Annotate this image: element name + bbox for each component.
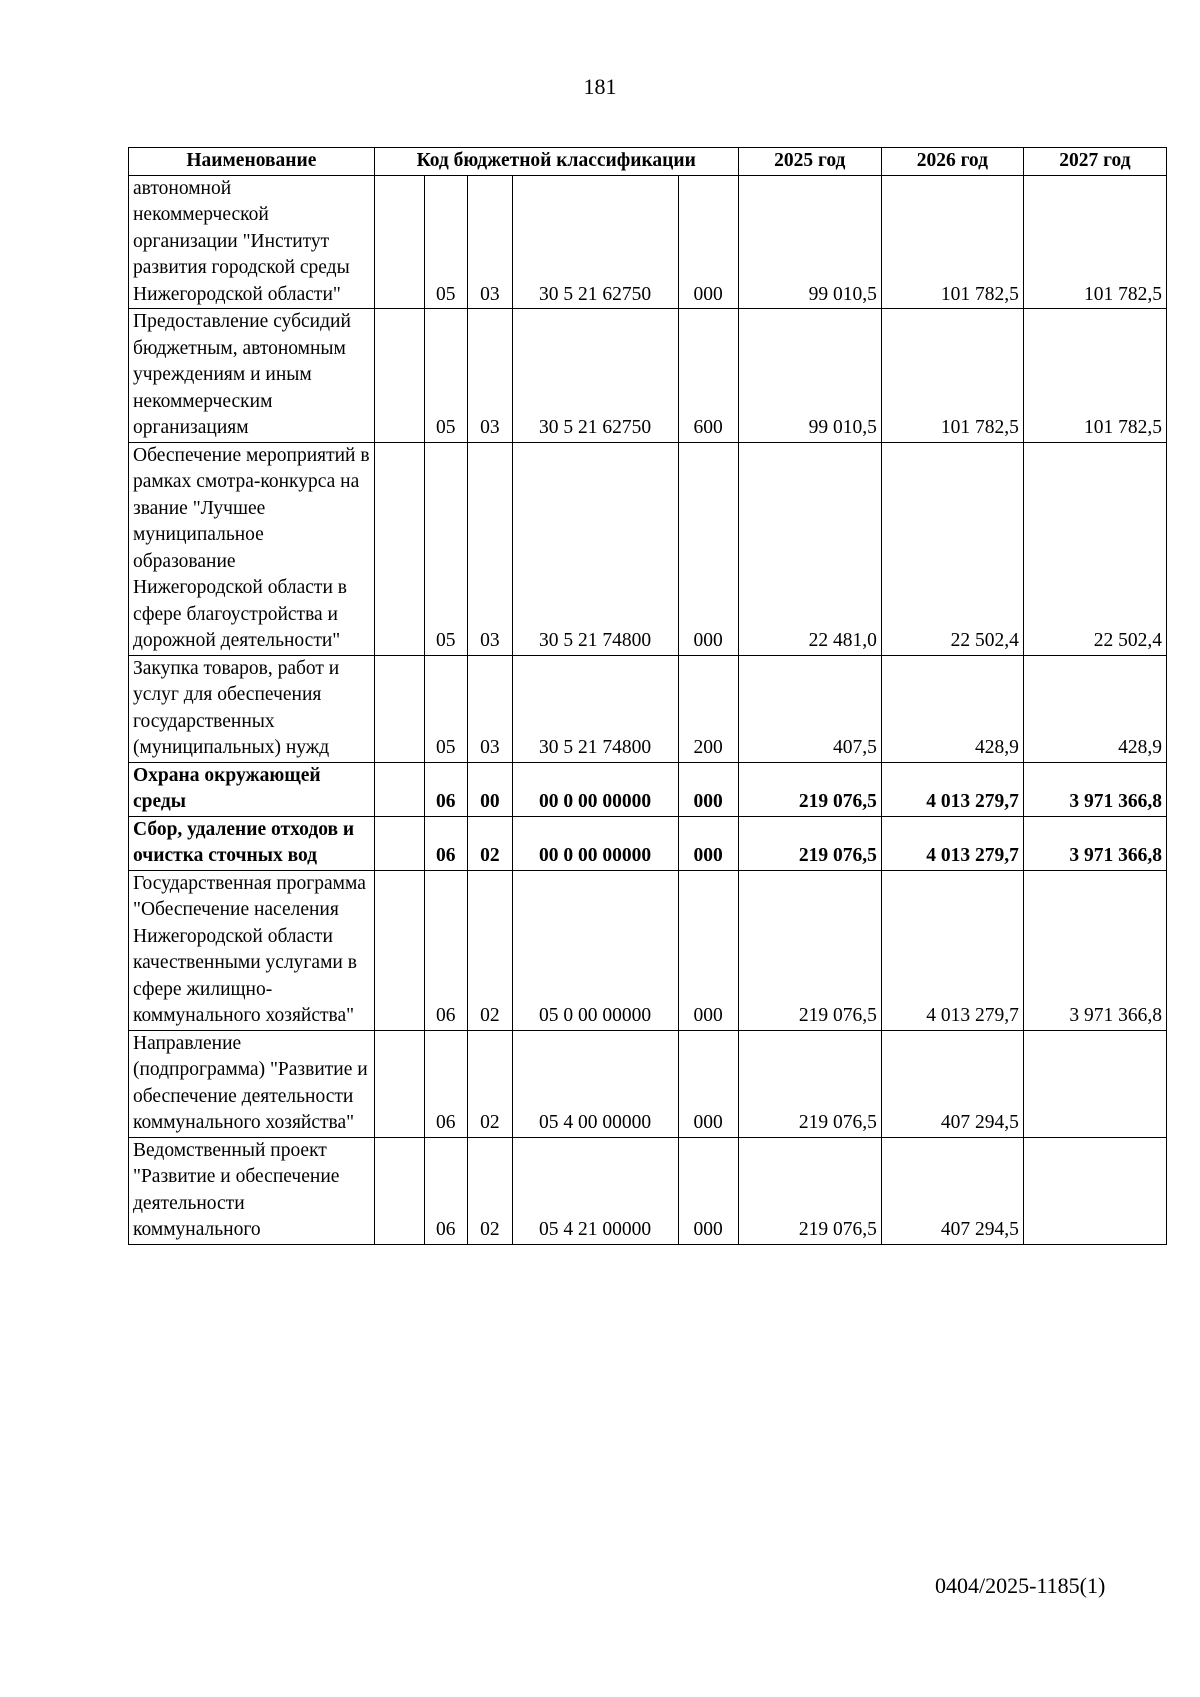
row-2026: 22 502,4	[881, 442, 1023, 655]
row-2027: 3 971 366,8	[1023, 816, 1166, 870]
header-2026: 2026 год	[881, 148, 1023, 176]
row-name: Предоставление субсидий бюджетным, автономным учреждениям и иным некоммерческим организациям	[129, 309, 375, 443]
table-row	[129, 175, 1167, 309]
row-subsection: 02	[468, 870, 513, 1030]
row-subsection: 03	[468, 442, 513, 655]
row-name: Охрана окружающей среды	[129, 762, 375, 816]
row-subsection: 03	[468, 655, 513, 762]
table-row	[129, 655, 1167, 762]
table-row	[129, 1137, 1167, 1244]
row-2026: 4 013 279,7	[881, 762, 1023, 816]
row-name: Сбор, удаление отходов и очистка сточных вод	[129, 816, 375, 870]
table-row	[129, 816, 1167, 870]
row-name: Государственная программа "Обеспечение населения Нижегородской области качественными услугами в сфере жилищно-коммунального хозяйства"	[129, 870, 375, 1030]
row-2027: 3 971 366,8	[1023, 762, 1166, 816]
row-code-blank	[374, 175, 424, 309]
header-2027: 2027 год	[1023, 148, 1166, 176]
row-2025: 22 481,0	[738, 442, 881, 655]
row-section: 05	[424, 309, 468, 443]
row-expense-type: 000	[678, 1030, 738, 1137]
document-code: 0404/2025-1185(1)	[935, 1573, 1106, 1598]
row-expense-type: 600	[678, 309, 738, 443]
row-2026: 407 294,5	[881, 1137, 1023, 1244]
row-expense-type: 000	[678, 762, 738, 816]
row-section: 06	[424, 816, 468, 870]
row-subsection: 03	[468, 175, 513, 309]
row-target-article: 30 5 21 74800	[512, 655, 678, 762]
row-2025: 219 076,5	[738, 816, 881, 870]
row-code-blank	[374, 655, 424, 762]
row-2025: 219 076,5	[738, 1030, 881, 1137]
header-name: Наименование	[129, 148, 375, 176]
row-section: 06	[424, 1137, 468, 1244]
row-code-blank	[374, 870, 424, 1030]
row-2025: 407,5	[738, 655, 881, 762]
row-expense-type: 000	[678, 816, 738, 870]
row-2025: 219 076,5	[738, 762, 881, 816]
row-code-blank	[374, 762, 424, 816]
row-2025: 99 010,5	[738, 175, 881, 309]
row-target-article: 00 0 00 00000	[512, 762, 678, 816]
row-expense-type: 200	[678, 655, 738, 762]
row-2027	[1023, 1137, 1166, 1244]
row-section: 06	[424, 1030, 468, 1137]
row-2027: 101 782,5	[1023, 309, 1166, 443]
row-name: Закупка товаров, работ и услуг для обеспечения государственных (муниципальных) нужд	[129, 655, 375, 762]
row-subsection: 00	[468, 762, 513, 816]
row-2027: 428,9	[1023, 655, 1166, 762]
table-row	[129, 309, 1167, 443]
row-subsection: 02	[468, 1030, 513, 1137]
row-code-blank	[374, 1030, 424, 1137]
row-2026: 428,9	[881, 655, 1023, 762]
row-2025: 219 076,5	[738, 1137, 881, 1244]
row-expense-type: 000	[678, 870, 738, 1030]
header-2025: 2025 год	[738, 148, 881, 176]
row-name: Обеспечение мероприятий в рамках смотра-конкурса на звание "Лучшее муниципальное образование Нижегородской области в сфере благоустройства и дорожной деятельности"	[129, 442, 375, 655]
row-target-article: 30 5 21 74800	[512, 442, 678, 655]
row-target-article: 05 4 00 00000	[512, 1030, 678, 1137]
row-2026: 4 013 279,7	[881, 816, 1023, 870]
row-2027: 101 782,5	[1023, 175, 1166, 309]
row-section: 05	[424, 175, 468, 309]
row-expense-type: 000	[678, 1137, 738, 1244]
row-2026: 4 013 279,7	[881, 870, 1023, 1030]
row-target-article: 05 0 00 00000	[512, 870, 678, 1030]
row-subsection: 02	[468, 1137, 513, 1244]
row-code-blank	[374, 1137, 424, 1244]
row-section: 06	[424, 870, 468, 1030]
table-row	[129, 442, 1167, 655]
row-section: 06	[424, 762, 468, 816]
page-number: 181	[583, 74, 617, 99]
row-expense-type: 000	[678, 442, 738, 655]
table-row	[129, 870, 1167, 1030]
row-name: Направление (подпрограмма) "Развитие и обеспечение деятельности коммунального хозяйства"	[129, 1030, 375, 1137]
row-name: Ведомственный проект "Развитие и обеспечение деятельности коммунального	[129, 1137, 375, 1244]
table-row	[129, 1030, 1167, 1137]
row-2026: 407 294,5	[881, 1030, 1023, 1137]
row-code-blank	[374, 816, 424, 870]
row-section: 05	[424, 442, 468, 655]
row-target-article: 30 5 21 62750	[512, 175, 678, 309]
row-target-article: 00 0 00 00000	[512, 816, 678, 870]
header-code: Код бюджетной классификации	[374, 148, 738, 176]
row-name: автономной некоммерческой организации "Институт развития городской среды Нижегородской области"	[129, 175, 375, 309]
row-subsection: 03	[468, 309, 513, 443]
row-section: 05	[424, 655, 468, 762]
row-2026: 101 782,5	[881, 175, 1023, 309]
row-2025: 99 010,5	[738, 309, 881, 443]
header-row	[129, 148, 1167, 176]
table-row	[129, 762, 1167, 816]
row-target-article: 30 5 21 62750	[512, 309, 678, 443]
row-2025: 219 076,5	[738, 870, 881, 1030]
row-2027	[1023, 1030, 1166, 1137]
row-2027: 22 502,4	[1023, 442, 1166, 655]
row-2027: 3 971 366,8	[1023, 870, 1166, 1030]
row-code-blank	[374, 442, 424, 655]
budget-table	[128, 147, 1167, 1245]
row-code-blank	[374, 309, 424, 443]
row-2026: 101 782,5	[881, 309, 1023, 443]
row-target-article: 05 4 21 00000	[512, 1137, 678, 1244]
row-expense-type: 000	[678, 175, 738, 309]
row-subsection: 02	[468, 816, 513, 870]
